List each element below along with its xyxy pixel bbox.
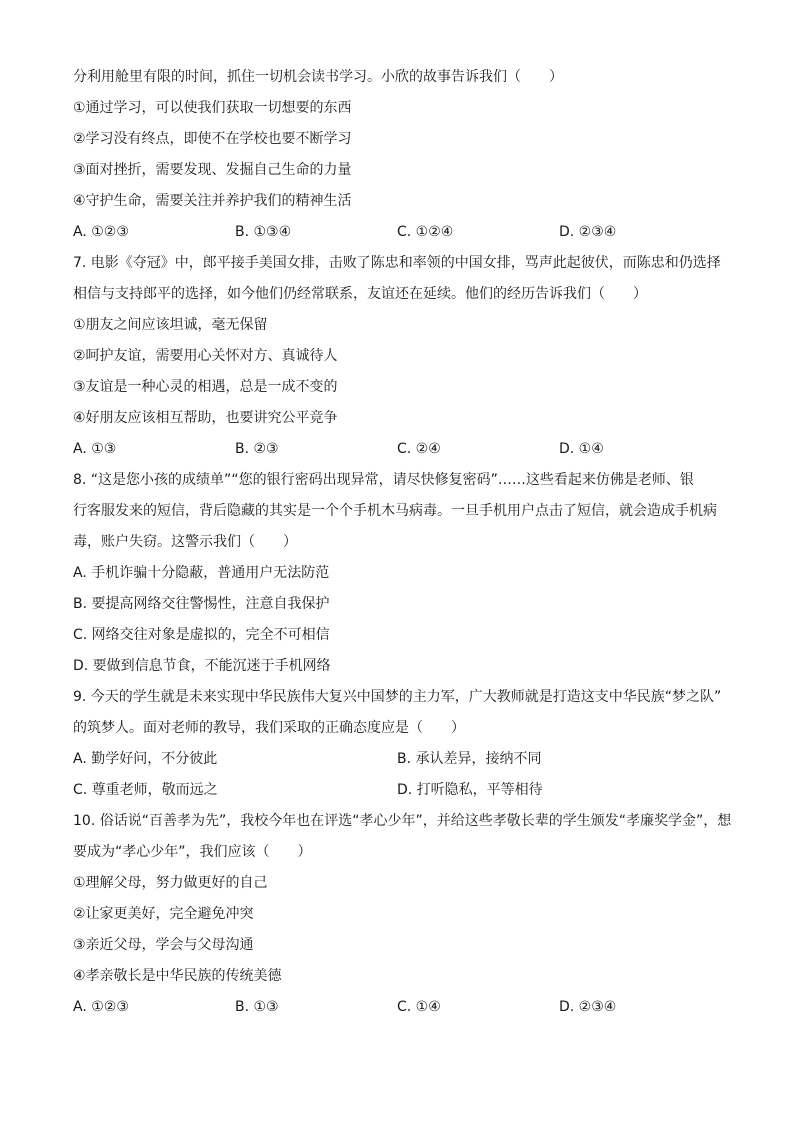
- question-8-stem-line-2: 行客服发来的短信，背后隐藏的其实是一个个手机木马病毒。一旦手机用户点击了短信，就会造成手机病: [73, 503, 717, 519]
- question-8-stem-line-3: 毒，账户失窃。这警示我们（ ）: [73, 534, 297, 550]
- option-c[interactable]: C. 网络交往对象是虚拟的，完全不可相信: [73, 627, 330, 643]
- question-7-stem-line-1: 7. 电影《夺冠》中，郎平接手美国女排，击败了陈忠和率领的中国女排，骂声此起彼伏，而陈忠和仍选择: [73, 255, 721, 271]
- question-8-stem-line-1: 8. “这是您小孩的成绩单”“您的银行密码出现异常，请尽快修复密码”……这些看起来仿佛是老师、银: [73, 472, 694, 488]
- question-9-options-row-2: [73, 775, 733, 806]
- option-d[interactable]: D. ①④: [559, 441, 604, 457]
- question-7-stem-line-2: 相信与支持郎平的选择，如今他们仍经常联系，友谊还在延续。他们的经历告诉我们（ ）: [73, 286, 647, 302]
- option-b[interactable]: B. 要提高网络交往警惕性，注意自我保护: [73, 596, 330, 612]
- question-7-statement-3: ③友谊是一种心灵的相遇，总是一成不变的: [73, 379, 338, 395]
- option-c[interactable]: C. ①②④: [397, 224, 454, 240]
- option-d[interactable]: D. 要做到信息节食，不能沉迷于手机网络: [73, 658, 331, 674]
- question-10-statement-3: ③亲近父母，学会与父母沟通: [73, 937, 254, 953]
- option-b[interactable]: B. 承认差异，接纳不同: [397, 751, 542, 767]
- option-d[interactable]: D. ②③④: [559, 224, 617, 240]
- question-7-statement-4: ④好朋友应该相互帮助，也要讲究公平竞争: [73, 410, 338, 426]
- option-a[interactable]: A. ①②③: [73, 224, 129, 240]
- question-9-options-row-1: [73, 744, 733, 775]
- question-6-statement-1: ①通过学习，可以使我们获取一切想要的东西: [73, 100, 352, 116]
- question-6-stem: 分利用舱里有限的时间，抓住一切机会读书学习。小欣的故事告诉我们（ ）: [73, 69, 563, 85]
- question-6: [73, 62, 733, 248]
- question-9: [73, 682, 733, 806]
- option-a[interactable]: A. 勤学好问，不分彼此: [73, 751, 218, 767]
- option-a[interactable]: A. ①③: [73, 441, 117, 457]
- question-9-stem-line-1: 9. 今天的学生就是未来实现中华民族伟大复兴中国梦的主力军，广大教师就是打造这支中华民族“梦之队”: [73, 689, 722, 705]
- question-10-stem-line-2: 要成为“孝心少年”，我们应该（ ）: [73, 844, 312, 860]
- option-b[interactable]: B. ②③: [235, 441, 279, 457]
- option-c[interactable]: C. ①④: [397, 999, 441, 1015]
- option-c[interactable]: C. 尊重老师，敬而远之: [73, 782, 218, 798]
- question-6-options: [73, 217, 733, 248]
- option-a[interactable]: A. 手机诈骗十分隐蔽，普通用户无法防范: [73, 565, 330, 581]
- exam-page: [73, 62, 733, 1023]
- question-10-statement-2: ②让家更美好，完全避免冲突: [73, 906, 254, 922]
- question-7-statement-2: ②呵护友谊，需要用心关怀对方、真诚待人: [73, 348, 338, 364]
- question-8: [73, 465, 733, 682]
- option-a[interactable]: A. ①②③: [73, 999, 129, 1015]
- question-10: [73, 806, 733, 1023]
- question-10-statement-4: ④孝亲敬长是中华民族的传统美德: [73, 968, 282, 984]
- question-6-statement-2: ②学习没有终点，即使不在学校也要不断学习: [73, 131, 352, 147]
- option-b[interactable]: B. ①③: [235, 999, 279, 1015]
- option-d[interactable]: D. 打听隐私，平等相待: [397, 782, 543, 798]
- question-10-statement-1: ①理解父母，努力做更好的自己: [73, 875, 268, 891]
- question-6-statement-4: ④守护生命，需要关注并养护我们的精神生活: [73, 193, 352, 209]
- option-d[interactable]: D. ②③④: [559, 999, 617, 1015]
- question-7-statement-1: ①朋友之间应该坦诚，毫无保留: [73, 317, 268, 333]
- question-10-options: [73, 992, 733, 1023]
- question-10-stem-line-1: 10. 俗话说“百善孝为先”，我校今年也在评选“孝心少年”，并给这些孝敬长辈的学生颁发“孝廉奖学金”，想: [73, 813, 732, 829]
- question-7-options: [73, 434, 733, 465]
- question-7: [73, 248, 733, 465]
- option-b[interactable]: B. ①③④: [235, 224, 292, 240]
- question-6-statement-3: ③面对挫折，需要发现、发掘自己生命的力量: [73, 162, 352, 178]
- question-9-stem-line-2: 的筑梦人。面对老师的教导，我们采取的正确态度应是（ ）: [73, 720, 465, 736]
- option-c[interactable]: C. ②④: [397, 441, 441, 457]
